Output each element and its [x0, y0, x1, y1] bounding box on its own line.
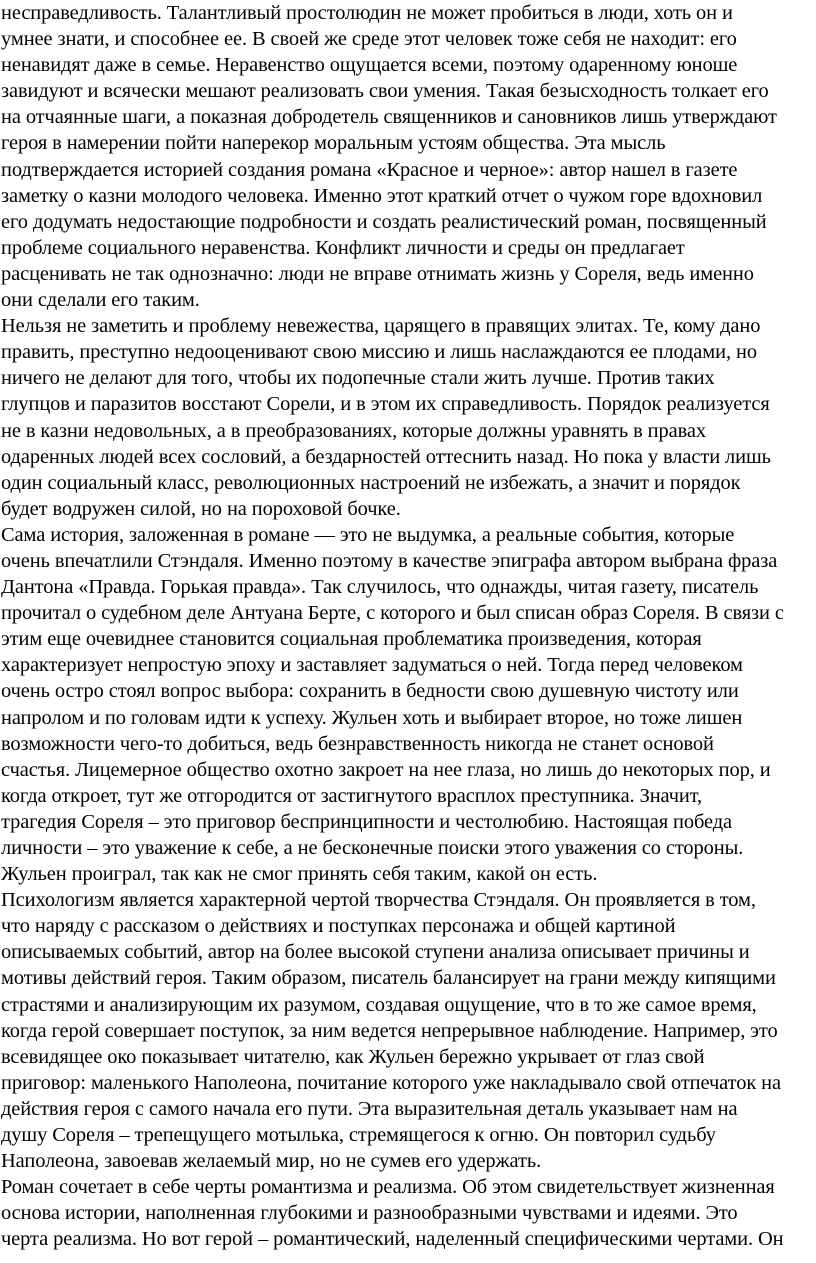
text-line: Роман сочетает в себе черты романтизма и реализма. Об этом свидетельствует жизненная: [0, 1176, 775, 1199]
text-line: личности – это уважение к себе, а не бесконечные поиски этого уважения со стороны.: [0, 837, 744, 859]
text-line: этим еще очевиднее становится социальная проблематика произведения, которая: [0, 628, 702, 651]
text-line: очень впечатлили Стэндаля. Именно поэтому в качестве эпиграфа автором выбрана фраза: [0, 549, 778, 572]
text-line: править, преступно недооценивают свою миссию и лишь наслаждаются ее плодами, но: [0, 341, 757, 364]
text-line: Дантона «Правда. Горькая правда». Так случилось, что однажды, читая газету, писатель: [0, 576, 759, 599]
text-line: они сделали его таким.: [0, 289, 200, 312]
text-line: Нельзя не заметить и проблему невежества, царящего в правящих элитах. Те, кому дано: [0, 315, 761, 338]
text-line: счастья. Лицемерное общество охотно закроет на нее глаза, но лишь до некоторых пор, и: [0, 758, 771, 781]
text-line: подтверждается историей создания романа «Красное и черное»: автор нашел в газете: [0, 158, 738, 181]
text-line: расценивать не так однозначно: люди не вправе отнимать жизнь у Сореля, ведь именно: [0, 262, 754, 285]
text-line: умнее знати, и способнее ее. В своей же среде этот человек тоже себя не находит: его: [0, 28, 737, 51]
text-line: проблеме социального неравенства. Конфликт личности и среды он предлагает: [0, 236, 685, 259]
text-line: один социальный класс, революционных настроений не избежать, а значит и порядок: [0, 471, 741, 494]
paragraph-3: [0, 522, 816, 887]
text-line: заметку о казни молодого человека. Именно этот краткий отчет о чужом горе вдохновил: [0, 184, 763, 207]
text-line: его додумать недостающие подробности и создать реалистический роман, посвященный: [0, 210, 767, 233]
text-line: когда откроет, тут же отгородится от застигнутого врасплох преступника. Значит,: [0, 784, 703, 807]
text-line: очень остро стоял вопрос выбора: сохранить в бедности свою душевную чистоту или: [0, 680, 739, 703]
text-line: трагедия Сореля – это приговор беспринципности и честолюбию. Настоящая победа: [0, 810, 733, 833]
text-line: Сама история, заложенная в романе — это не выдумка, а реальные события, которые: [0, 523, 735, 546]
text-line: мотивы действий героя. Таким образом, писатель балансирует на грани между кипящими: [0, 967, 776, 990]
paragraph-4: [0, 887, 816, 1174]
text-line: не в казни недовольных, а в преобразованиях, которые должны уравнять в правах: [0, 419, 707, 442]
text-line: основа истории, наполненная глубокими и разнообразными чувствами и идеями. Это: [0, 1202, 738, 1225]
text-line: душу Сореля – трепещущего мотылька, стремящегося к огню. Он повторил судьбу: [0, 1124, 716, 1147]
text-line: страстями и анализирующим их разумом, создавая ощущение, что в то же самое время,: [0, 993, 757, 1016]
text-line: на отчаянные шаги, а показная добродетель священников и сановников лишь утверждают: [0, 106, 777, 129]
text-line: напролом и по головам идти к успеху. Жульен хоть и выбирает второе, но тоже лишен: [0, 706, 743, 729]
text-line: действия героя с самого начала его пути. Эта выразительная деталь указывает нам на: [0, 1097, 738, 1120]
text-line: героя в намерении пойти наперекор моральным устоям общества. Эта мысль: [0, 132, 666, 155]
text-line: Психологизм является характерной чертой творчества Стэндаля. Он проявляется в том,: [0, 889, 756, 912]
text-line: прочитал о судебном деле Антуана Берте, с которого и был списан образ Сореля. В связи с: [0, 602, 784, 625]
text-line: завидуют и всячески мешают реализовать свои умения. Такая безысходность толкает его: [0, 80, 769, 103]
text-line: приговор: маленького Наполеона, почитание которого уже накладывало свой отпечаток на: [0, 1071, 781, 1094]
paragraph-5: [0, 1174, 816, 1252]
text-line: несправедливость. Талантливый простолюдин не может пробиться в люди, хоть он и: [0, 2, 733, 24]
paragraph-2: [0, 313, 816, 522]
text-line: когда герой совершает поступок, за ним ведется непрерывное наблюдение. Например, это: [0, 1019, 778, 1042]
text-line: черта реализма. Но вот герой – романтический, наделенный специфическими чертами. Он: [0, 1228, 784, 1251]
paragraph-1: [0, 0, 816, 313]
text-line: одаренных людей всех сословий, а бездарностей оттеснить назад. Но пока у власти лишь: [0, 445, 771, 468]
text-line: описываемых событий, автор на более высокой ступени анализа описывает причины и: [0, 941, 750, 964]
text-line: глупцов и паразитов восстают Сорели, и в этом их справедливость. Порядок реализуется: [0, 393, 770, 416]
text-line: ничего не делают для того, чтобы их подопечные стали жить лучше. Против таких: [0, 367, 715, 390]
text-line: Жульен проиграл, так как не смог принять себя таким, какой он есть.: [0, 863, 598, 886]
text-line: что наряду с рассказом о действиях и поступках персонажа и общей картиной: [0, 915, 676, 938]
text-line: возможности чего-то добиться, ведь безнравственность никогда не станет основой: [0, 732, 714, 755]
text-line: ненавидят даже в семье. Неравенство ощущается всеми, поэтому одаренному юноше: [0, 54, 738, 77]
text-line: характеризует непростую эпоху и заставляет задуматься о ней. Тогда перед человеком: [0, 654, 743, 677]
text-line: будет водружен силой, но на пороховой бочке.: [0, 497, 401, 520]
text-line: Наполеона, завоевав желаемый мир, но не сумев его удержать.: [0, 1150, 542, 1173]
text-line: всевидящее око показывает читателю, как Жульен бережно укрывает от глаз свой: [0, 1045, 705, 1068]
